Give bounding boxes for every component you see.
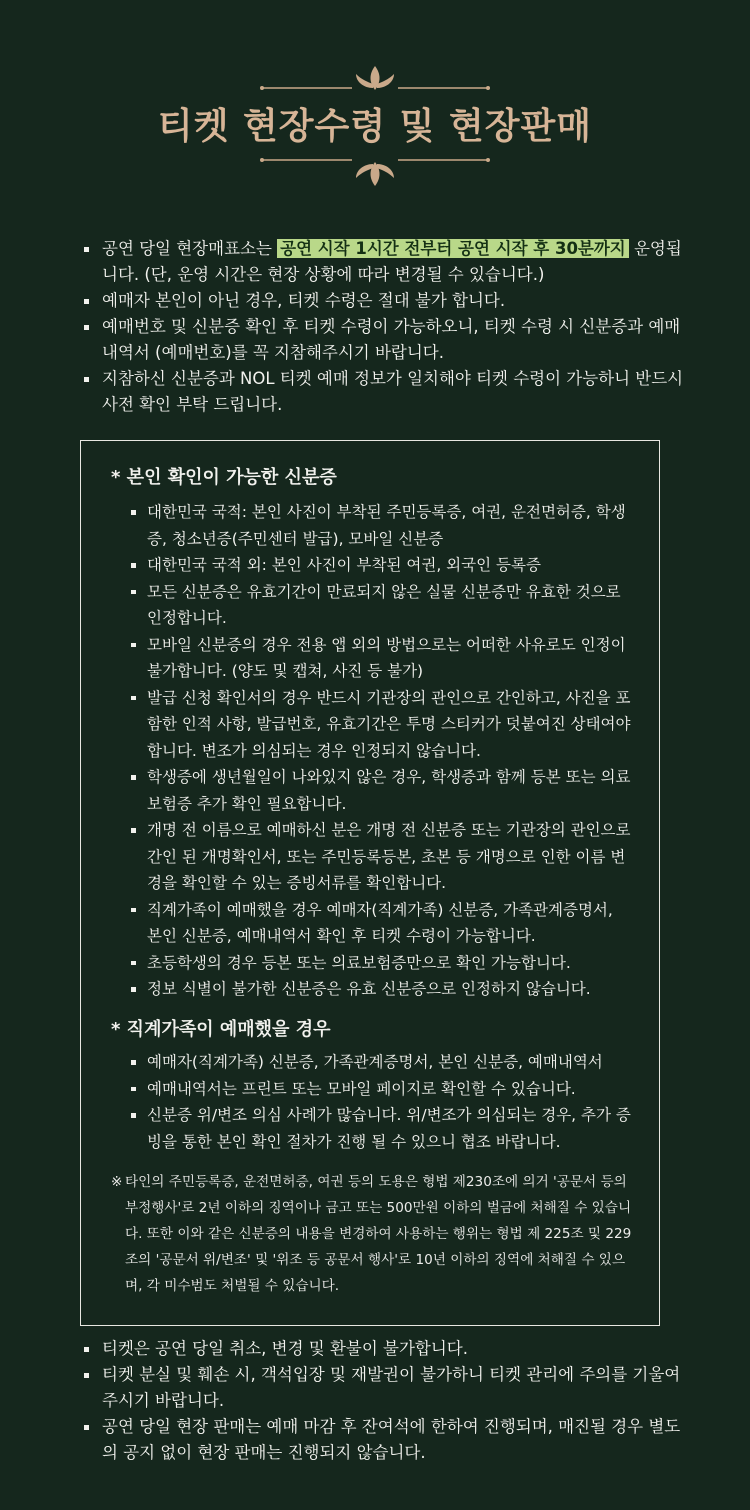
bullet-icon bbox=[131, 1113, 136, 1118]
bullet-icon bbox=[131, 510, 136, 515]
id-section-heading: * 본인 확인이 가능한 신분증 bbox=[111, 467, 337, 488]
page-title: 티켓 현장수령 및 현장판매 bbox=[157, 105, 593, 147]
bullet-icon bbox=[84, 325, 89, 330]
bullet-icon bbox=[84, 247, 89, 252]
id-section-list bbox=[131, 499, 631, 1003]
bullet-icon bbox=[84, 1347, 89, 1352]
bullet-icon bbox=[131, 961, 136, 966]
list-item: 정보 식별이 불가한 신분증은 유효 신분증으로 인정하지 않습니다. bbox=[131, 976, 631, 1003]
legal-note bbox=[111, 1169, 641, 1299]
list-item: 티켓은 공연 당일 취소, 변경 및 환불이 불가합니다. bbox=[84, 1336, 684, 1362]
list-item: 직계가족이 예매했을 경우 예매자(직계가족) 신분증, 가족관계증명서, 본인 신분증, 예매내역서 확인 후 티켓 수령이 가능합니다. bbox=[131, 897, 631, 950]
highlight-text: 공연 시작 1시간 전부터 공연 시작 후 30분까지 bbox=[277, 239, 629, 258]
list-item: 예매자 본인이 아닌 경우, 티켓 수령은 절대 불가 합니다. bbox=[84, 288, 684, 314]
family-section-heading: * 직계가족이 예매했을 경우 bbox=[111, 1019, 331, 1040]
list-item: 대한민국 국적 외: 본인 사진이 부착된 여권, 외국인 등록증 bbox=[131, 552, 631, 579]
list-item: 예매번호 및 신분증 확인 후 티켓 수령이 가능하오니, 티켓 수령 시 신분증과 예매내역서 (예매번호)를 꼭 지참해주시기 바랍니다. bbox=[84, 314, 684, 366]
list-item: 티켓 분실 및 훼손 시, 객석입장 및 재발권이 불가하니 티켓 관리에 주의를 기울여 주시기 바랍니다. bbox=[84, 1362, 684, 1414]
bullet-icon bbox=[84, 1425, 89, 1430]
list-item: 공연 당일 현장 판매는 예매 마감 후 잔여석에 한하여 진행되며, 매진될 경우 별도의 공지 없이 현장 판매는 진행되지 않습니다. bbox=[84, 1414, 684, 1466]
bullet-icon bbox=[131, 696, 136, 701]
list-item: 개명 전 이름으로 예매하신 분은 개명 전 신분증 또는 기관장의 관인으로 간인 된 개명확인서, 또는 주민등록등본, 초본 등 개명으로 인한 이름 변경을 확인할 수 있는 증빙서류를 확인합니다. bbox=[131, 817, 631, 897]
list-item: 예매자(직계가족) 신분증, 가족관계증명서, 본인 신분증, 예매내역서 bbox=[131, 1049, 631, 1076]
reference-mark-icon: ※ bbox=[111, 1174, 123, 1190]
bullet-icon bbox=[84, 1373, 89, 1378]
top-ornament-icon bbox=[0, 62, 750, 102]
list-item: 학생증에 생년월일이 나와있지 않은 경우, 학생증과 함께 등본 또는 의료보험증 추가 확인 필요합니다. bbox=[131, 764, 631, 817]
bullet-icon bbox=[131, 1060, 136, 1065]
bottom-ornament-icon bbox=[0, 150, 750, 190]
bullet-icon bbox=[131, 908, 136, 913]
bullet-icon bbox=[131, 563, 136, 568]
list-item: 예매내역서는 프린트 또는 모바일 페이지로 확인할 수 있습니다. bbox=[131, 1076, 631, 1103]
bullet-icon bbox=[131, 775, 136, 780]
bullet-icon bbox=[131, 643, 136, 648]
bullet-icon bbox=[131, 987, 136, 992]
bullet-icon bbox=[131, 828, 136, 833]
bullet-icon bbox=[84, 299, 89, 304]
list-item: 공연 당일 현장매표소는 공연 시작 1시간 전부터 공연 시작 후 30분까지 운영됩니다. (단, 운영 시간은 현장 상황에 따라 변경될 수 있습니다.) bbox=[84, 236, 684, 288]
list-item: 신분증 위/변조 의심 사례가 많습니다. 위/변조가 의심되는 경우, 추가 증빙을 통한 본인 확인 절차가 진행 될 수 있으니 협조 바랍니다. bbox=[131, 1102, 631, 1155]
legal-note-text: 타인의 주민등록증, 운전면허증, 여권 등의 도용은 형법 제230조에 의거 '공문서 등의 부정행사'로 2년 이하의 징역이나 금고 또는 500만원 이하의 벌금에 처해질 수 있습니다. 또한 이와 같은 신분증의 내용을 변경하여 사용하는 행위는 형법 제 225조 및 229조의 '공문서 위/변조' 및 '위조 등 공문서 행사'로 10년 이하의 징역에 처해질 수 있으며, 각 미수범도 처벌될 수 있습니다. bbox=[125, 1174, 632, 1294]
list-item: 모바일 신분증의 경우 전용 앱 외의 방법으로는 어떠한 사유로도 인정이 불가합니다. (양도 및 캡쳐, 사진 등 불가) bbox=[131, 632, 631, 685]
top-notice-list bbox=[84, 236, 684, 418]
bullet-icon bbox=[84, 377, 89, 382]
list-item: 발급 신청 확인서의 경우 반드시 기관장의 관인으로 간인하고, 사진을 포함한 인적 사항, 발급번호, 유효기간은 투명 스티커가 덧붙여진 상태여야 합니다. 변조가 의심되는 경우 인정되지 않습니다. bbox=[131, 685, 631, 765]
list-item: 대한민국 국적: 본인 사진이 부착된 주민등록증, 여권, 운전면허증, 학생증, 청소년증(주민센터 발급), 모바일 신분증 bbox=[131, 499, 631, 552]
family-section-list bbox=[131, 1049, 631, 1155]
list-item: 지참하신 신분증과 NOL 티켓 예매 정보가 일치해야 티켓 수령이 가능하니 반드시 사전 확인 부탁 드립니다. bbox=[84, 366, 684, 418]
bottom-notice-list bbox=[84, 1336, 684, 1466]
bullet-icon bbox=[131, 590, 136, 595]
list-item: 모든 신분증은 유효기간이 만료되지 않은 실물 신분증만 유효한 것으로 인정합니다. bbox=[131, 579, 631, 632]
bullet-icon bbox=[131, 1087, 136, 1092]
id-requirements-box bbox=[80, 440, 660, 1326]
list-item: 초등학생의 경우 등본 또는 의료보험증만으로 확인 가능합니다. bbox=[131, 950, 631, 977]
